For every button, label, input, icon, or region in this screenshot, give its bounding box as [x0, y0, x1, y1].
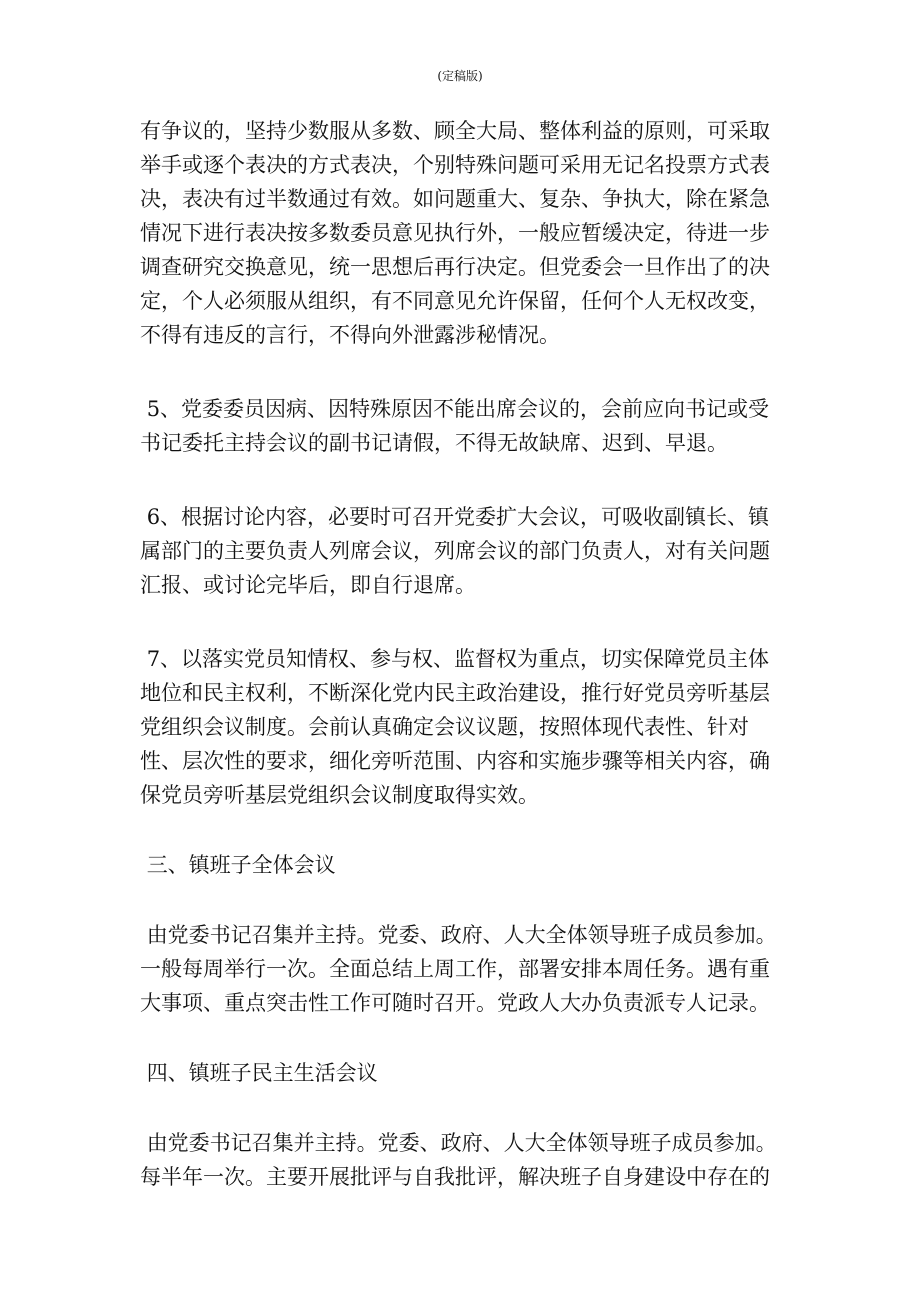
page-header: (定稿版)	[437, 69, 483, 83]
document-body	[140, 114, 790, 1194]
paragraph-item-7: 7、以落实党员知情权、参与权、监督权为重点，切实保障党员主体地位和民主权利，不断深化党内民主政治建设，推行好党员旁听基层党组织会议制度。会前认真确定会议议题，按照体现代表性、针对性、层次性的要求，细化旁听范围、内容和实施步骤等相关内容，确保党员旁听基层党组织会议制度取得实效。	[140, 647, 770, 807]
paragraph-item-6: 6、根据讨论内容，必要时可召开党委扩大会议，可吸收副镇长、镇属部门的主要负责人列席会议，列席会议的部门负责人，对有关问题汇报、或讨论完毕后，即自行退席。	[140, 505, 770, 597]
section-heading-3: 三、镇班子全体会议	[140, 853, 336, 877]
section-heading-4: 四、镇班子民主生活会议	[140, 1061, 378, 1085]
paragraph-item-5: 5、党委委员因病、因特殊原因不能出席会议的，会前应向书记或受书记委托主持会议的副书记请假，不得无故缺席、迟到、早退。	[140, 397, 770, 455]
paragraph-section-4: 由党委书记召集并主持。党委、政府、人大全体领导班子成员参加。每半年一次。主要开展批评与自我批评，解决班子自身建设中存在的	[140, 1131, 777, 1189]
paragraph-section-3: 由党委书记召集并主持。党委、政府、人大全体领导班子成员参加。一般每周举行一次。全面总结上周工作，部署安排本周任务。遇有重大事项、重点突击性工作可随时召开。党政人大办负责派专人记录。	[140, 923, 777, 1015]
paragraph-voting-rules: 有争议的，坚持少数服从多数、顾全大局、整体利益的原则，可采取举手或逐个表决的方式表决，个别特殊问题可采用无记名投票方式表决，表决有过半数通过有效。如问题重大、复杂、争执大，除在紧急情况下进行表决按多数委员意见执行外，一般应暂缓决定，待进一步调查研究交换意见，统一思想后再行决定。但党委会一旦作出了的决定，个人必须服从组织，有不同意见允许保留，任何个人无权改变，不得有违反的言行，不得向外泄露涉秘情况。	[140, 119, 770, 347]
